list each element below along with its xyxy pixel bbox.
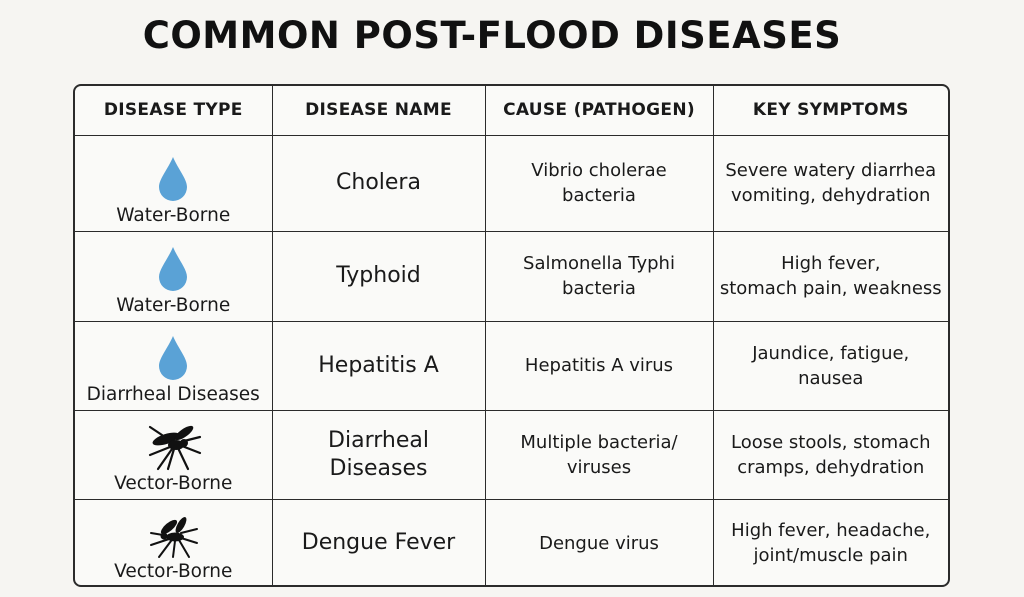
cause-line: Vibrio cholerae xyxy=(531,160,667,181)
symptoms-cell xyxy=(713,231,948,321)
disease-type-label: Water-Borne xyxy=(116,204,231,226)
symptoms-line: Severe watery diarrhea xyxy=(725,160,937,181)
disease-name: Typhoid xyxy=(336,263,421,288)
header-cause: CAUSE (PATHOGEN) xyxy=(485,86,713,135)
mosquito-icon xyxy=(147,515,199,559)
symptoms-line: stomach pain, weakness xyxy=(719,278,942,299)
disease-type-cell xyxy=(75,410,272,499)
disease-table xyxy=(73,84,950,587)
disease-name: Cholera xyxy=(336,170,421,195)
cause-cell xyxy=(485,135,713,231)
disease-name: Diarrheal xyxy=(328,427,429,453)
mosquito-icon xyxy=(144,419,202,471)
table-row xyxy=(75,231,948,321)
cause-cell xyxy=(485,321,713,410)
table-header-row xyxy=(75,86,948,135)
table-row xyxy=(75,499,948,587)
cause-cell xyxy=(485,499,713,587)
disease-type-label: Vector-Borne xyxy=(114,561,233,582)
water-drop-icon xyxy=(156,245,190,293)
header-disease-name: DISEASE NAME xyxy=(272,86,485,135)
cause-cell xyxy=(485,231,713,321)
symptoms-line: nausea xyxy=(798,367,864,389)
symptoms-line: High fever, xyxy=(781,253,881,274)
cause-line: bacteria xyxy=(562,185,636,206)
symptoms-line: Loose stools, stomach xyxy=(730,431,931,453)
disease-type-cell xyxy=(75,321,272,410)
cause-line: Dengue virus xyxy=(539,532,659,554)
table-row xyxy=(75,135,948,231)
disease-name: Dengue Fever xyxy=(301,530,456,556)
header-disease-type: DISEASE TYPE xyxy=(75,86,272,135)
symptoms-line: vomiting, dehydration xyxy=(731,185,931,206)
disease-type-cell xyxy=(75,499,272,587)
disease-type-label: Water-Borne xyxy=(116,294,231,316)
water-drop-icon xyxy=(156,334,190,382)
symptoms-line: Jaundice, fatigue, xyxy=(752,342,910,364)
disease-type-label: Diarrheal Diseases xyxy=(86,383,260,405)
disease-name-cell xyxy=(272,499,485,587)
disease-type-cell xyxy=(75,135,272,231)
cause-cell xyxy=(485,410,713,499)
symptoms-cell xyxy=(713,321,948,410)
disease-name-cell xyxy=(272,410,485,499)
cause-line: Multiple bacteria/ xyxy=(520,431,678,453)
disease-name: Diseases xyxy=(329,455,428,481)
symptoms-cell xyxy=(713,135,948,231)
disease-name: Hepatitis A xyxy=(318,352,439,378)
cause-line: Salmonella Typhi xyxy=(523,253,675,274)
symptoms-line: High fever, headache, xyxy=(731,520,931,542)
symptoms-cell xyxy=(713,499,948,587)
disease-name-cell xyxy=(272,135,485,231)
disease-type-cell xyxy=(75,231,272,321)
water-drop-icon xyxy=(156,155,190,203)
disease-name-cell xyxy=(272,321,485,410)
cause-line: Hepatitis A virus xyxy=(524,355,674,376)
cause-line: viruses xyxy=(566,456,632,478)
page-title: COMMON POST-FLOOD DISEASES xyxy=(142,14,842,57)
header-key-symptoms: KEY SYMPTOMS xyxy=(713,86,948,135)
table-row xyxy=(75,410,948,499)
cause-line: bacteria xyxy=(562,278,636,299)
symptoms-line: cramps, dehydration xyxy=(737,456,925,478)
table-row xyxy=(75,321,948,410)
symptoms-cell xyxy=(713,410,948,499)
disease-type-label: Vector-Borne xyxy=(114,472,233,494)
disease-name-cell xyxy=(272,231,485,321)
symptoms-line: joint/muscle pain xyxy=(753,545,908,567)
